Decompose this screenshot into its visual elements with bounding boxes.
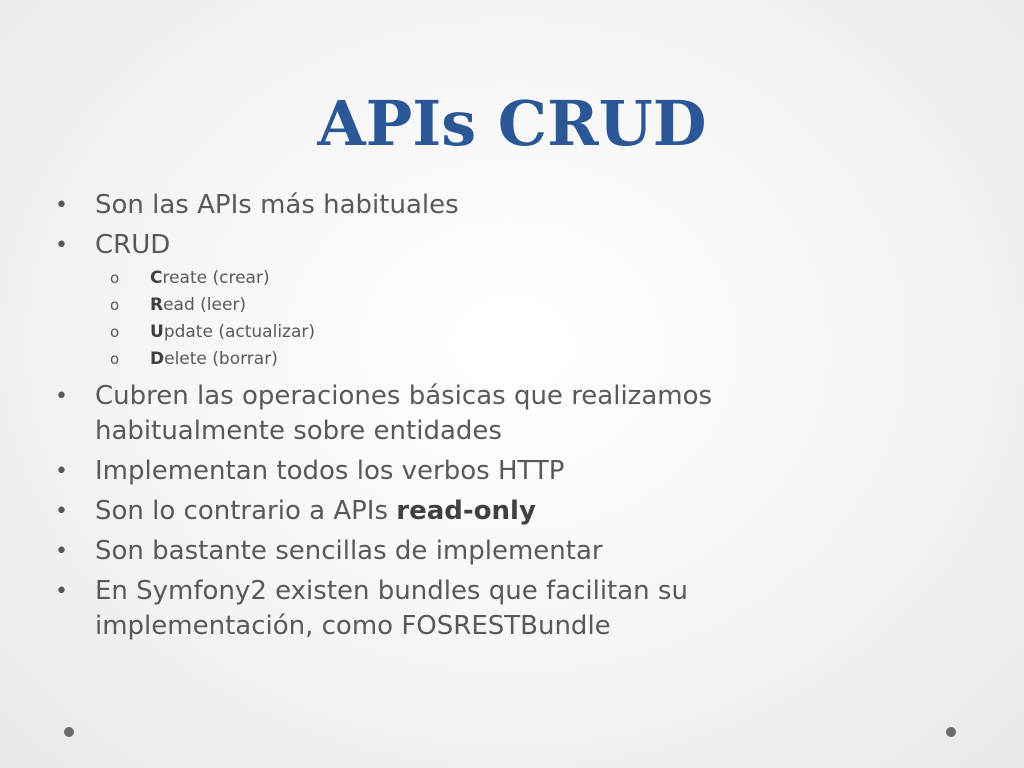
bullet-text: Son las APIs más habituales [95,190,459,220]
corner-dot-right [946,727,956,737]
crud-rest: pdate (actualizar) [163,322,316,342]
circle-bullet-icon: o [110,296,120,314]
bullet-text: Cubren las operaciones básicas que realizamos habitualmente sobre entidades [95,381,713,446]
bullet-item [55,574,855,644]
bullet-item [55,494,855,529]
bullet-icon: • [55,539,68,564]
circle-bullet-icon: o [110,350,120,368]
sub-bullet-item [110,319,855,346]
crud-letter: D [150,349,165,369]
crud-letter: U [150,322,164,342]
corner-dot-left [64,727,74,737]
crud-rest: reate (crear) [162,268,270,288]
bullet-bold-text: read-only [396,496,536,526]
crud-rest: ead (leer) [163,295,247,315]
sub-bullet-item [110,346,855,373]
circle-bullet-icon: o [110,269,120,287]
bullet-text: Implementan todos los verbos HTTP [95,456,565,486]
bullet-item [55,228,855,263]
crud-sublist [55,265,855,373]
bullet-icon: • [55,193,68,218]
bullet-text: Son bastante sencillas de implementar [95,536,603,566]
bullet-item [55,534,855,569]
bullet-text: CRUD [95,230,171,260]
sub-bullet-item [110,265,855,292]
crud-letter: C [150,268,163,288]
sub-bullet-item [110,292,855,319]
bullet-icon: • [55,233,68,258]
bullet-icon: • [55,459,68,484]
bullet-text: En Symfony2 existen bundles que facilitan su implementación, como FOSRESTBundle [95,576,688,641]
bullet-item [55,379,855,449]
crud-rest: elete (borrar) [164,349,278,369]
bullet-item [55,188,855,223]
bullet-text: Son lo contrario a APIs [95,496,397,526]
circle-bullet-icon: o [110,323,120,341]
bullet-icon: • [55,499,68,524]
crud-letter: R [150,295,164,315]
bullet-icon: • [55,384,68,409]
bullet-list [55,188,855,649]
bullet-icon: • [55,579,68,604]
bullet-item [55,454,855,489]
slide-title: APIs CRUD [317,87,707,160]
